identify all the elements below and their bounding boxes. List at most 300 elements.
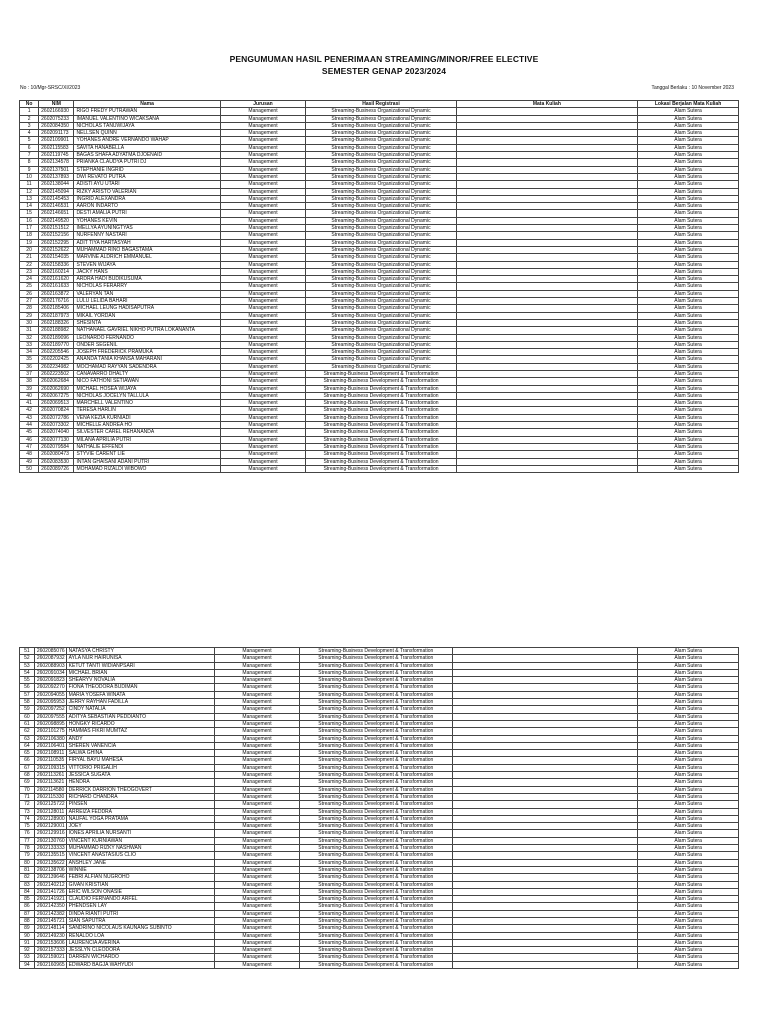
table-row: [20, 793, 739, 800]
student-jurusan: Management: [220, 254, 306, 261]
course-location: Alam Sutera: [638, 793, 739, 800]
student-name: INTAN GHAISANI ADANI PUTRI: [74, 458, 220, 465]
table-row: [20, 290, 739, 297]
course-name: [456, 217, 638, 224]
table-row: [20, 261, 739, 268]
registration-result: Streaming-Business Organizational Dynamic: [306, 268, 456, 275]
student-jurusan: Management: [220, 312, 306, 319]
registration-result: Streaming-Business Development & Transformation: [299, 699, 452, 706]
student-name: SAVITA HANABELLA: [74, 144, 220, 151]
table-row: [20, 815, 739, 822]
student-jurusan: Management: [215, 720, 300, 727]
row-number: 48: [20, 451, 39, 458]
student-name: NICO FATHONI SETIAWAN: [74, 378, 220, 385]
student-nim: 2602151512: [39, 225, 74, 232]
table-row: [20, 144, 739, 151]
student-nim: 2602146531: [39, 203, 74, 210]
row-number: 80: [20, 859, 35, 866]
table-row: [20, 370, 739, 377]
registration-result: Streaming-Business Development & Transformation: [299, 706, 452, 713]
table-row: [20, 691, 739, 698]
table-body-page-1: [20, 108, 739, 473]
course-name: [452, 925, 638, 932]
course-location: Alam Sutera: [638, 954, 739, 961]
registration-result: Streaming-Business Development & Transformation: [299, 896, 452, 903]
row-number: 33: [20, 341, 39, 348]
table-row: [20, 939, 739, 946]
row-number: 7: [20, 152, 39, 159]
course-name: [456, 414, 638, 421]
student-name: INGRID ALEXANDRA: [74, 195, 220, 202]
course-name: [456, 422, 638, 429]
student-name: RIZKY ARISTO VALERIAN: [74, 188, 220, 195]
table-row: [20, 786, 739, 793]
row-number: 22: [20, 261, 39, 268]
course-name: [452, 910, 638, 917]
registration-result: Streaming-Business Development & Transformation: [299, 852, 452, 859]
student-jurusan: Management: [215, 888, 300, 895]
course-location: Alam Sutera: [638, 866, 739, 873]
registration-result: Streaming-Business Organizational Dynamic: [306, 108, 456, 115]
registration-result: Streaming-Business Development & Transformation: [299, 684, 452, 691]
course-location: Alam Sutera: [638, 137, 739, 144]
course-location: Alam Sutera: [638, 465, 739, 472]
col-no-header: No: [20, 101, 39, 108]
student-nim: 2602152295: [39, 239, 74, 246]
student-nim: 2602157333: [34, 947, 66, 954]
registration-result: Streaming-Business Development & Transformation: [299, 742, 452, 749]
table-row: [20, 159, 739, 166]
student-name: VINCENT ANASTASIUS CLIO: [66, 852, 214, 859]
student-jurusan: Management: [215, 954, 300, 961]
student-name: MOHAMAD RIZALDI WIBOWO: [74, 465, 220, 472]
student-jurusan: Management: [215, 757, 300, 764]
table-row: [20, 677, 739, 684]
student-jurusan: Management: [215, 662, 300, 669]
student-nim: 2602067275: [39, 392, 74, 399]
course-location: Alam Sutera: [638, 108, 739, 115]
student-jurusan: Management: [215, 655, 300, 662]
registration-result: Streaming-Business Development & Transformation: [299, 779, 452, 786]
row-number: 82: [20, 874, 35, 881]
registration-result: Streaming-Business Organizational Dynamic: [306, 181, 456, 188]
registration-result: Streaming-Business Organizational Dynamic: [306, 254, 456, 261]
student-jurusan: Management: [215, 947, 300, 954]
course-location: Alam Sutera: [638, 917, 739, 924]
row-number: 28: [20, 305, 39, 312]
course-name: [452, 881, 638, 888]
student-nim: 2602109315: [34, 764, 66, 771]
table-row: [20, 451, 739, 458]
student-name: TERESA HARLIN: [74, 407, 220, 414]
student-nim: 2602159021: [34, 954, 66, 961]
student-nim: 2602187973: [39, 312, 74, 319]
course-location: Alam Sutera: [638, 845, 739, 852]
row-number: 79: [20, 852, 35, 859]
col-mata-kuliah-header: Mata Kuliah: [456, 101, 638, 108]
student-jurusan: Management: [215, 961, 300, 968]
student-nim: 2602161633: [39, 283, 74, 290]
registration-result: Streaming-Business Development & Transformation: [299, 772, 452, 779]
student-name: JACKY HANS: [74, 268, 220, 275]
student-name: ERIC WILSON ONASIE: [66, 888, 214, 895]
student-name: IMELLYA AYUNINGTYAS: [74, 225, 220, 232]
table-row: [20, 349, 739, 356]
student-jurusan: Management: [220, 349, 306, 356]
table-row: [20, 254, 739, 261]
course-location: Alam Sutera: [638, 896, 739, 903]
col-nama-header: Nama: [74, 101, 220, 108]
table-row: [20, 866, 739, 873]
registration-result: Streaming-Business Organizational Dynamic: [306, 188, 456, 195]
course-location: Alam Sutera: [638, 881, 739, 888]
student-nim: 2602075233: [39, 115, 74, 122]
student-jurusan: Management: [215, 830, 300, 837]
row-number: 54: [20, 669, 35, 676]
student-name: DESTI AMALIA PUTRI: [74, 210, 220, 217]
registration-result: Streaming-Business Development & Transformation: [299, 845, 452, 852]
course-name: [452, 742, 638, 749]
course-name: [456, 370, 638, 377]
course-name: [452, 837, 638, 844]
table-row: [20, 436, 739, 443]
student-jurusan: Management: [215, 750, 300, 757]
course-name: [452, 669, 638, 676]
document-subtitle: SEMESTER GENAP 2023/2024: [321, 66, 447, 76]
course-name: [456, 458, 638, 465]
row-number: 23: [20, 268, 39, 275]
registration-result: Streaming-Business Organizational Dynamic: [306, 173, 456, 180]
results-table-page-1: [19, 100, 739, 473]
course-location: Alam Sutera: [638, 786, 739, 793]
row-number: 32: [20, 334, 39, 341]
course-location: Alam Sutera: [638, 961, 739, 968]
course-location: Alam Sutera: [638, 334, 739, 341]
student-jurusan: Management: [215, 728, 300, 735]
student-nim: 2602097252: [34, 706, 66, 713]
student-jurusan: Management: [220, 232, 306, 239]
registration-result: Streaming-Business Development & Transformation: [299, 903, 452, 910]
student-jurusan: Management: [220, 217, 306, 224]
student-jurusan: Management: [220, 290, 306, 297]
student-name: CINDY NATALIA: [66, 706, 214, 713]
student-nim: 2602108911: [34, 750, 66, 757]
student-name: KETUT TANTI WIDIANPSARI: [66, 662, 214, 669]
row-number: 44: [20, 422, 39, 429]
student-name: SANDRINO NICOLAUS KAUNANG SUBINTO: [66, 925, 214, 932]
row-number: 24: [20, 276, 39, 283]
table-row: [20, 166, 739, 173]
table-row: [20, 932, 739, 939]
course-location: Alam Sutera: [638, 276, 739, 283]
student-jurusan: Management: [215, 859, 300, 866]
student-jurusan: Management: [220, 152, 306, 159]
row-number: 75: [20, 823, 35, 830]
student-nim: 2602148114: [34, 925, 66, 932]
table-row: [20, 115, 739, 122]
student-jurusan: Management: [220, 407, 306, 414]
row-number: 38: [20, 378, 39, 385]
table-row: [20, 363, 739, 370]
student-name: SHEARYV NOVALIA: [66, 677, 214, 684]
course-name: [452, 757, 638, 764]
student-name: NAUFAL YOGA PRATAMA: [66, 815, 214, 822]
table-row: [20, 429, 739, 436]
table-row: [20, 706, 739, 713]
registration-result: Streaming-Business Development & Transformation: [299, 713, 452, 720]
student-nim: 2602130760: [34, 837, 66, 844]
row-number: 62: [20, 728, 35, 735]
student-jurusan: Management: [220, 225, 306, 232]
course-name: [456, 239, 638, 246]
course-location: Alam Sutera: [638, 458, 739, 465]
registration-result: Streaming-Business Organizational Dynamic: [306, 283, 456, 290]
registration-result: Streaming-Business Organizational Dynamic: [306, 298, 456, 305]
student-jurusan: Management: [220, 115, 306, 122]
student-name: SILVESTER CAREL REHANANDA: [74, 429, 220, 436]
registration-result: Streaming-Business Organizational Dynamic: [306, 246, 456, 253]
student-name: NATASYA CHRISTY: [66, 648, 214, 655]
course-location: Alam Sutera: [638, 757, 739, 764]
student-nim: 2602154035: [39, 254, 74, 261]
student-jurusan: Management: [220, 429, 306, 436]
row-number: 90: [20, 932, 35, 939]
course-name: [456, 210, 638, 217]
student-name: VALERYAN TAN: [74, 290, 220, 297]
table-row: [20, 319, 739, 326]
student-jurusan: Management: [220, 422, 306, 429]
row-number: 91: [20, 939, 35, 946]
row-number: 43: [20, 414, 39, 421]
student-nim: 2602098895: [34, 720, 66, 727]
course-name: [456, 429, 638, 436]
student-jurusan: Management: [215, 874, 300, 881]
student-name: MOCHAMAD RAYYAN SADENDRA: [74, 363, 220, 370]
course-name: [452, 779, 638, 786]
row-number: 63: [20, 735, 35, 742]
student-name: VINCENT KURNIAWAN: [66, 837, 214, 844]
course-name: [452, 961, 638, 968]
student-nim: 2602129001: [34, 823, 66, 830]
course-location: Alam Sutera: [638, 852, 739, 859]
student-nim: 2602091173: [39, 130, 74, 137]
row-number: 94: [20, 961, 35, 968]
student-jurusan: Management: [215, 917, 300, 924]
registration-result: Streaming-Business Organizational Dynamic: [306, 166, 456, 173]
course-location: Alam Sutera: [638, 888, 739, 895]
student-jurusan: Management: [220, 166, 306, 173]
registration-result: Streaming-Business Development & Transformation: [299, 669, 452, 676]
row-number: 74: [20, 815, 35, 822]
course-name: [452, 954, 638, 961]
course-name: [456, 334, 638, 341]
registration-result: Streaming-Business Development & Transformation: [299, 866, 452, 873]
student-name: PRIANKA CLAUDYA PUTRI DJ: [74, 159, 220, 166]
student-jurusan: Management: [215, 910, 300, 917]
registration-result: Streaming-Business Development & Transformation: [299, 662, 452, 669]
student-jurusan: Management: [215, 845, 300, 852]
row-number: 20: [20, 246, 39, 253]
course-location: Alam Sutera: [638, 349, 739, 356]
student-name: PINSEN: [66, 801, 214, 808]
student-nim: 2602142382: [34, 910, 66, 917]
course-name: [456, 305, 638, 312]
table-row: [20, 173, 739, 180]
student-nim: 2602069513: [39, 400, 74, 407]
student-nim: 2602091823: [34, 677, 66, 684]
row-number: 13: [20, 195, 39, 202]
course-location: Alam Sutera: [638, 144, 739, 151]
row-number: 70: [20, 786, 35, 793]
student-nim: 2602152156: [39, 232, 74, 239]
student-jurusan: Management: [215, 815, 300, 822]
row-number: 81: [20, 866, 35, 873]
course-name: [452, 793, 638, 800]
course-location: Alam Sutera: [638, 808, 739, 815]
student-nim: 2602140212: [34, 881, 66, 888]
student-jurusan: Management: [215, 903, 300, 910]
student-name: LEONARDO FERNANDO: [74, 334, 220, 341]
course-location: Alam Sutera: [638, 947, 739, 954]
student-nim: 2602138044: [39, 181, 74, 188]
student-nim: 2602129916: [34, 830, 66, 837]
student-name: ANSHLEY JANE: [66, 859, 214, 866]
table-row: [20, 203, 739, 210]
table-row: [20, 217, 739, 224]
student-jurusan: Management: [220, 210, 306, 217]
course-location: Alam Sutera: [638, 451, 739, 458]
table-row: [20, 648, 739, 655]
course-name: [452, 808, 638, 815]
table-row: [20, 239, 739, 246]
row-number: 55: [20, 677, 35, 684]
student-nim: 2602141921: [34, 896, 66, 903]
course-location: Alam Sutera: [638, 378, 739, 385]
row-number: 2: [20, 115, 39, 122]
course-location: Alam Sutera: [638, 152, 739, 159]
student-jurusan: Management: [215, 837, 300, 844]
registration-result: Streaming-Business Organizational Dynamic: [306, 203, 456, 210]
course-name: [456, 261, 638, 268]
student-jurusan: Management: [215, 764, 300, 771]
course-location: Alam Sutera: [638, 735, 739, 742]
row-number: 68: [20, 772, 35, 779]
course-location: Alam Sutera: [638, 429, 739, 436]
student-nim: 2602145721: [34, 917, 66, 924]
course-name: [456, 137, 638, 144]
course-name: [456, 451, 638, 458]
registration-result: Streaming-Business Development & Transformation: [299, 764, 452, 771]
registration-result: Streaming-Business Organizational Dynamic: [306, 319, 456, 326]
registration-result: Streaming-Business Development & Transformation: [299, 677, 452, 684]
course-name: [452, 699, 638, 706]
course-name: [456, 312, 638, 319]
course-location: Alam Sutera: [638, 932, 739, 939]
row-number: 89: [20, 925, 35, 932]
student-nim: 2602084350: [39, 122, 74, 129]
student-name: SHESINTA: [74, 319, 220, 326]
row-number: 51: [20, 648, 35, 655]
registration-result: Streaming-Business Organizational Dynamic: [306, 276, 456, 283]
results-table-page-2: [19, 647, 739, 969]
student-jurusan: Management: [215, 735, 300, 742]
student-nim: 2602202425: [39, 356, 74, 363]
student-name: STEPHANIE INGRID: [74, 166, 220, 173]
student-nim: 2602223502: [39, 370, 74, 377]
table-row: [20, 152, 739, 159]
table-row: [20, 874, 739, 881]
row-number: 30: [20, 319, 39, 326]
course-name: [456, 327, 638, 334]
registration-result: Streaming-Business Organizational Dynamic: [306, 312, 456, 319]
student-name: RICHARD CHANDRA: [66, 793, 214, 800]
row-number: 85: [20, 896, 35, 903]
row-number: 78: [20, 845, 35, 852]
student-jurusan: Management: [215, 742, 300, 749]
student-nim: 2602109901: [39, 137, 74, 144]
student-name: ADISTI AYU UTARI: [74, 181, 220, 188]
row-number: 25: [20, 283, 39, 290]
course-location: Alam Sutera: [638, 910, 739, 917]
student-nim: 2602095953: [34, 699, 66, 706]
registration-result: Streaming-Business Development & Transformation: [306, 429, 456, 436]
registration-result: Streaming-Business Organizational Dynamic: [306, 152, 456, 159]
student-nim: 2602072786: [39, 414, 74, 421]
registration-result: Streaming-Business Organizational Dynamic: [306, 290, 456, 297]
course-name: [456, 122, 638, 129]
course-location: Alam Sutera: [638, 677, 739, 684]
course-location: Alam Sutera: [638, 443, 739, 450]
row-number: 9: [20, 166, 39, 173]
table-row: [20, 801, 739, 808]
student-nim: 2602080473: [39, 451, 74, 458]
row-number: 34: [20, 349, 39, 356]
student-name: ANANDA TANIA KHANSA MAHARANI: [74, 356, 220, 363]
registration-result: Streaming-Business Development & Transformation: [306, 407, 456, 414]
student-nim: 2602113621: [34, 779, 66, 786]
table-row: [20, 830, 739, 837]
course-name: [456, 349, 638, 356]
registration-result: Streaming-Business Development & Transformation: [306, 443, 456, 450]
course-name: [456, 385, 638, 392]
student-nim: 2602135622: [34, 859, 66, 866]
course-location: Alam Sutera: [638, 305, 739, 312]
student-jurusan: Management: [215, 925, 300, 932]
student-jurusan: Management: [220, 144, 306, 151]
course-name: [452, 750, 638, 757]
student-jurusan: Management: [220, 465, 306, 472]
row-number: 8: [20, 159, 39, 166]
student-name: JESSLYN CLEODORA: [66, 947, 214, 954]
row-number: 26: [20, 290, 39, 297]
registration-result: Streaming-Business Development & Transformation: [299, 859, 452, 866]
course-name: [452, 662, 638, 669]
student-name: JOSEPH FREDERICK PRAMUKA: [74, 349, 220, 356]
student-name: FIONA THEODORA BUDIMAN: [66, 684, 214, 691]
student-nim: 2602125722: [34, 801, 66, 808]
row-number: 56: [20, 684, 35, 691]
table-row: [20, 947, 739, 954]
student-jurusan: Management: [215, 691, 300, 698]
course-location: Alam Sutera: [638, 130, 739, 137]
row-number: 39: [20, 385, 39, 392]
course-name: [456, 254, 638, 261]
row-number: 67: [20, 764, 35, 771]
student-name: MICHAEL BRIAN: [66, 669, 214, 676]
course-location: Alam Sutera: [638, 874, 739, 881]
student-name: HONGKY RICARDO: [66, 720, 214, 727]
student-nim: 2602089726: [39, 465, 74, 472]
